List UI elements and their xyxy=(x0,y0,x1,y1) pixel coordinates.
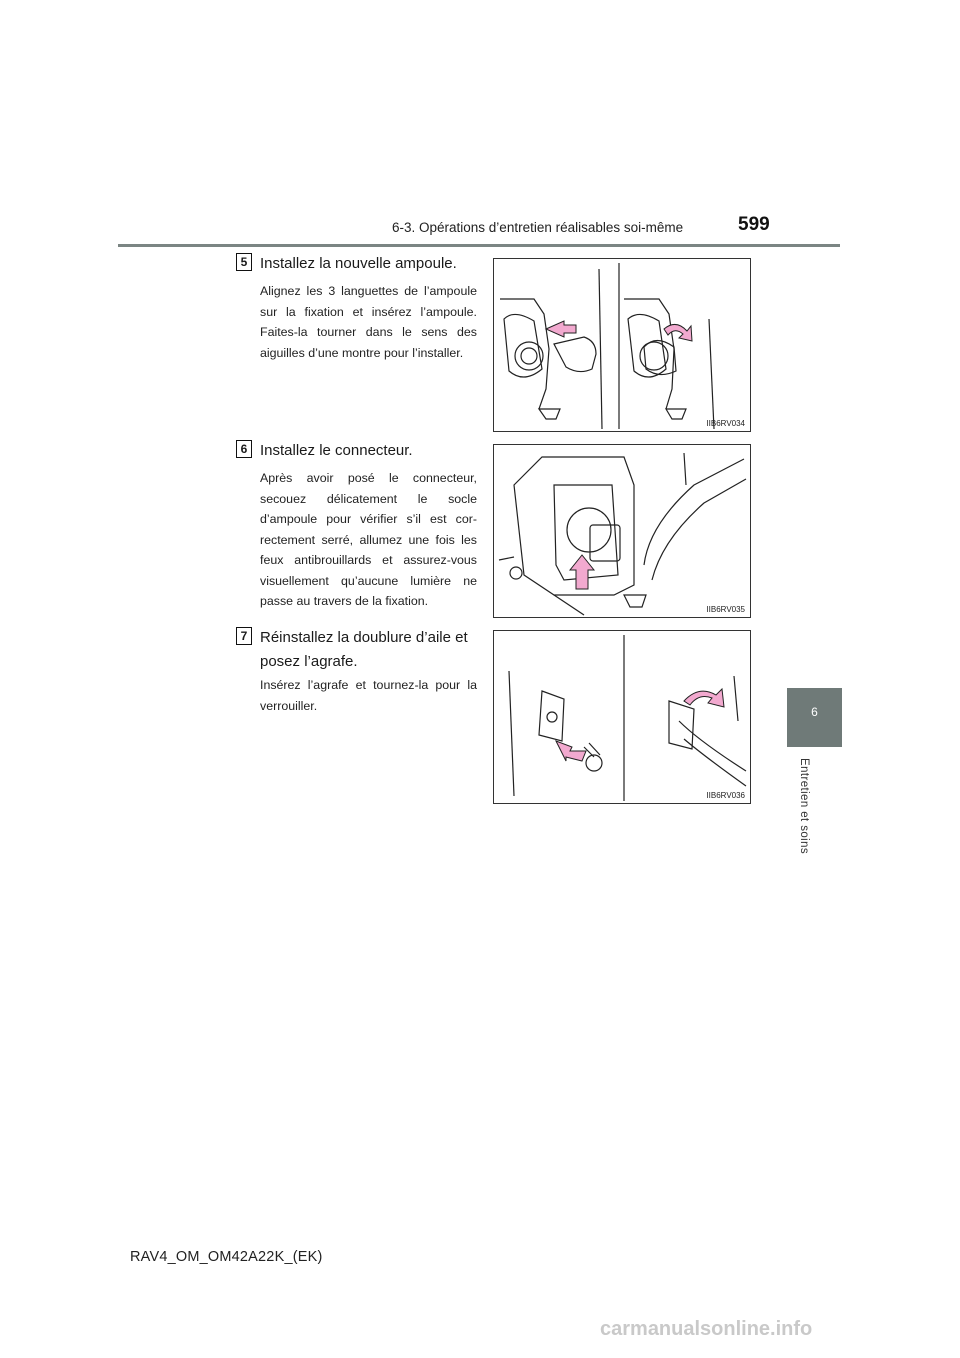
manual-code: RAV4_OM_OM42A22K_(EK) xyxy=(130,1249,323,1265)
chapter-tab xyxy=(787,688,842,747)
step-body-7: Insérez l’agrafe et tournez-la pour la verrouiller. xyxy=(260,678,477,713)
watermark: carmanualsonline.info xyxy=(600,1318,813,1340)
chapter-label: Entretien et soins xyxy=(798,758,810,855)
step-body-6: Après avoir posé le connecteur, secouez délicatement le socle d’ampoule pour vérifier s’il est cor-rectement serré, allumez une fois les feux antibrouillards et assurez-vous visuellement qu’aucune lumière ne passe au travers de la fixation. xyxy=(260,471,477,608)
figure-clip-install xyxy=(493,630,751,804)
bulb-install-illustration xyxy=(494,259,750,431)
figure-bulb-install xyxy=(493,258,751,432)
section-title: 6-3. Opérations d’entretien réalisables soi-même xyxy=(392,220,684,235)
step-title-6: Installez le connecteur. xyxy=(260,442,413,459)
step-number-6: 6 xyxy=(236,440,252,458)
step-body-5: Alignez les 3 languettes de l’ampoule sur la fixation et insérez l’ampoule. Faites-la tourner dans le sens des aiguilles d’une montre pour l’installer. xyxy=(260,284,477,360)
step-title-7: Réinstallez la doublure d’aile et posez l’agrafe. xyxy=(260,629,468,670)
page-number: 599 xyxy=(738,214,770,235)
figure-code: IIB6RV034 xyxy=(706,419,745,428)
step-number-5: 5 xyxy=(236,253,252,271)
figure-connector-install xyxy=(493,444,751,618)
clip-install-illustration xyxy=(494,631,750,803)
figure-code: IIB6RV035 xyxy=(706,605,745,614)
header-rule xyxy=(118,244,840,247)
chapter-number: 6 xyxy=(811,705,818,719)
step-title-5: Installez la nouvelle ampoule. xyxy=(260,255,457,272)
step-number-7: 7 xyxy=(236,627,252,645)
figure-code: IIB6RV036 xyxy=(706,791,745,800)
connector-install-illustration xyxy=(494,445,750,617)
